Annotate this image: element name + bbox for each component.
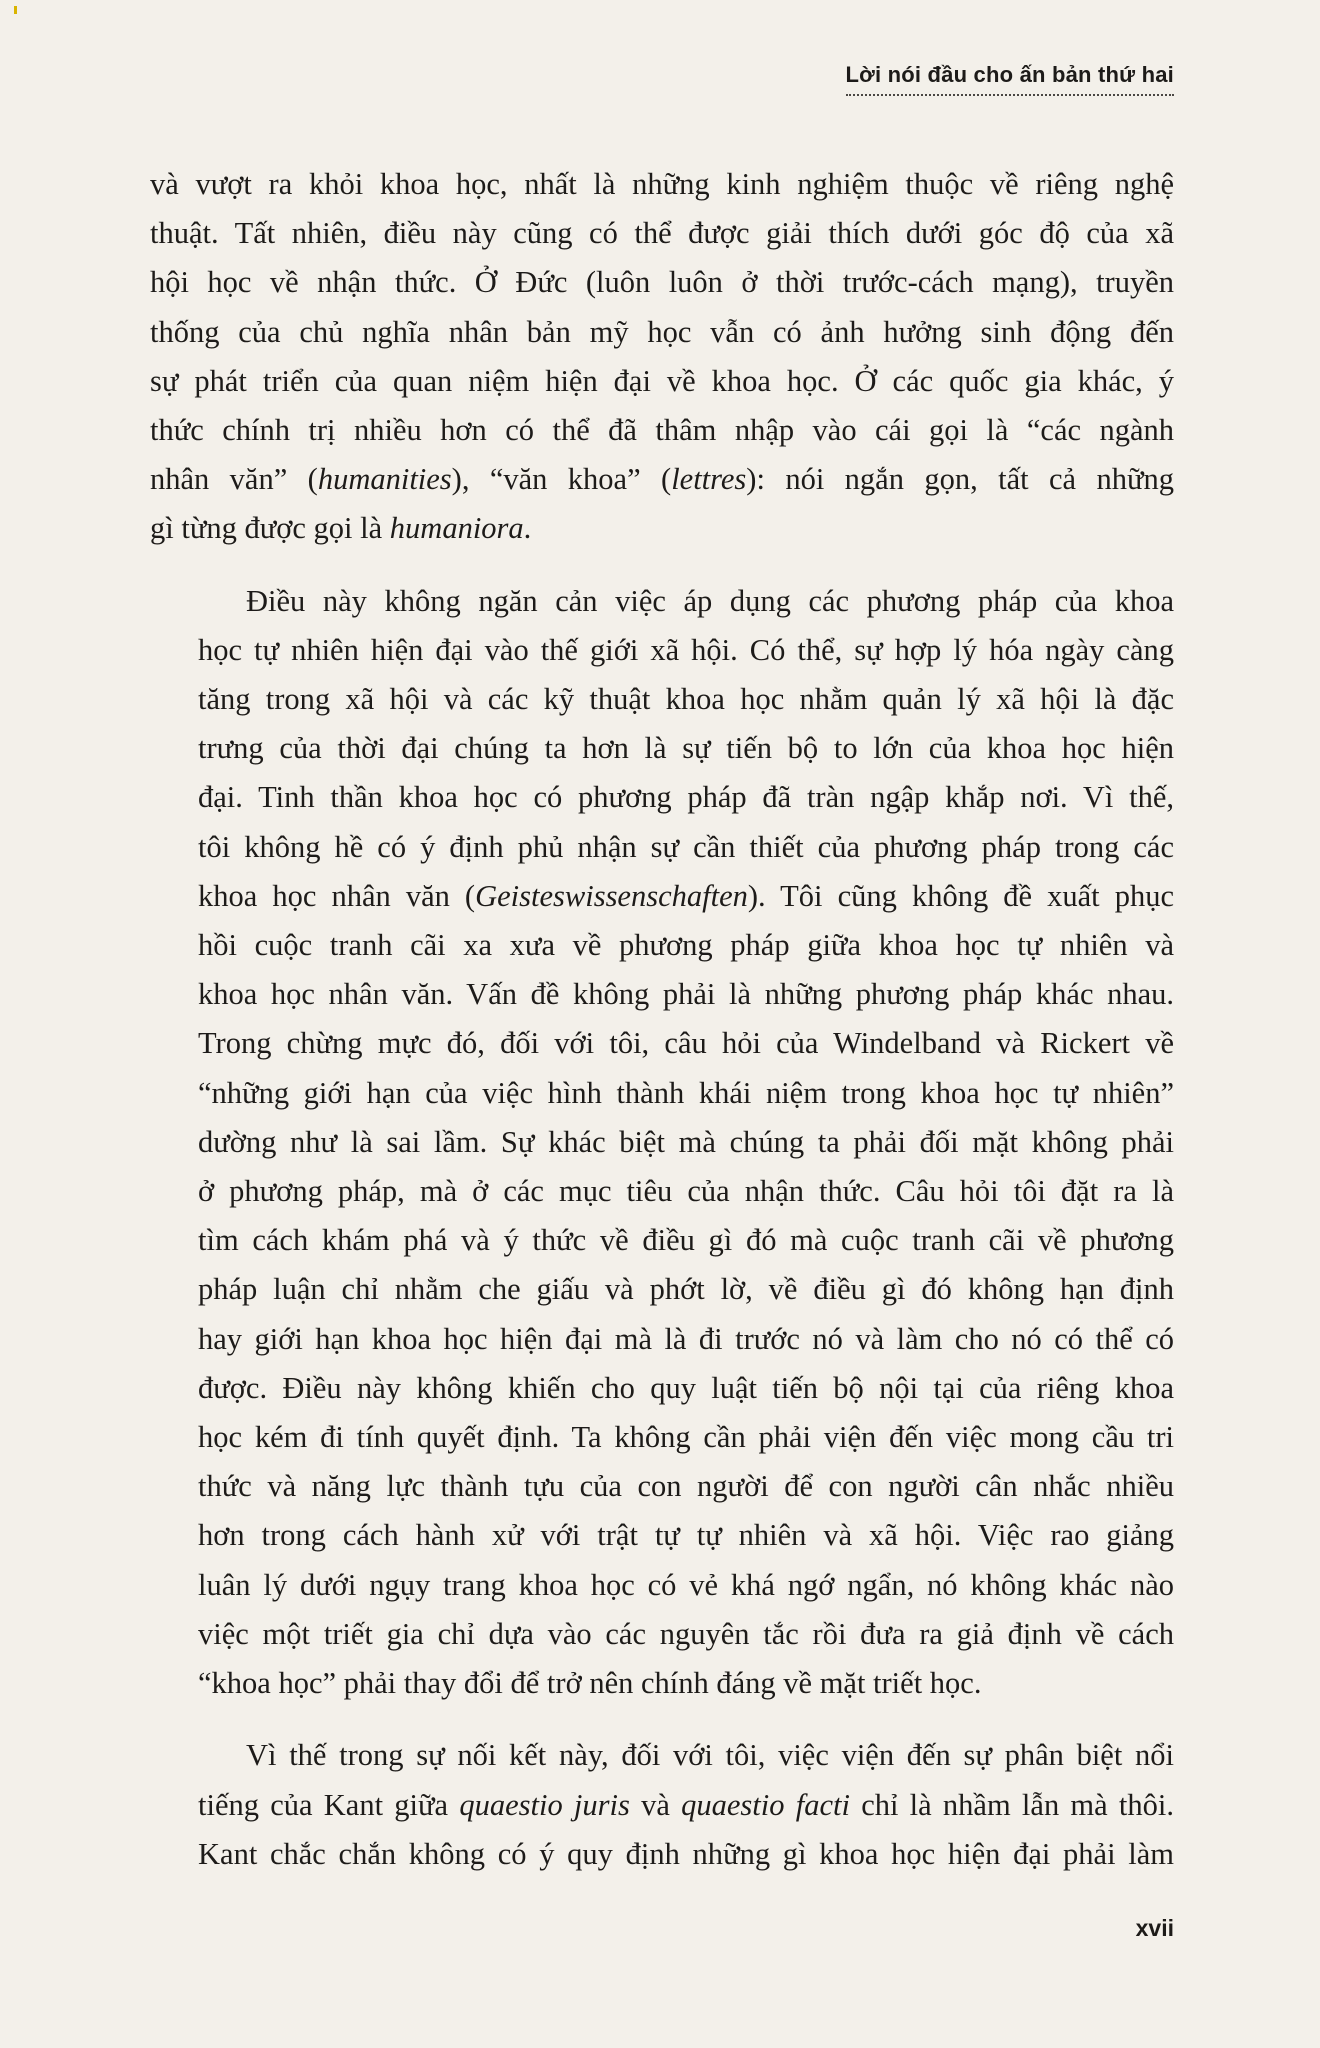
text-line: tiếng của Kant giữa quaestio juris và quaestio facti chỉ là nhầm lẫn mà thôi. bbox=[198, 1787, 1174, 1822]
text-line: khoa học nhân văn. Vấn đề không phải là những phương pháp khác nhau. bbox=[198, 977, 1174, 1012]
text-line: dường như là sai lầm. Sự khác biệt mà chúng ta phải đối mặt không phải bbox=[198, 1124, 1174, 1159]
paragraph-2 bbox=[150, 577, 1174, 1709]
text-line: luân lý dưới ngụy trang khoa học có vẻ khá ngớ ngẩn, nó không khác nào bbox=[198, 1567, 1174, 1602]
running-header: Lời nói đầu cho ấn bản thứ hai bbox=[846, 62, 1174, 96]
text-line: Trong chừng mực đó, đối với tôi, câu hỏi của Windelband và Rickert về bbox=[198, 1026, 1174, 1061]
text-line: tăng trong xã hội và các kỹ thuật khoa học nhằm quản lý xã hội là đặc bbox=[198, 682, 1174, 717]
text-line: học kém đi tính quyết định. Ta không cần phải viện đến việc mong cầu tri bbox=[198, 1420, 1174, 1455]
text-line: gì từng được gọi là humaniora. bbox=[150, 511, 532, 546]
paragraph-1 bbox=[150, 160, 1174, 554]
text-line: trưng của thời đại chúng ta hơn là sự tiến bộ to lớn của khoa học hiện bbox=[198, 731, 1174, 766]
text-line: sự phát triển của quan niệm hiện đại về khoa học. Ở các quốc gia khác, ý bbox=[150, 363, 1174, 398]
text-line: học tự nhiên hiện đại vào thế giới xã hội. Có thể, sự hợp lý hóa ngày càng bbox=[198, 632, 1174, 667]
text-line: được. Điều này không khiến cho quy luật tiến bộ nội tại của riêng khoa bbox=[198, 1370, 1174, 1405]
text-line: nhân văn” (humanities), “văn khoa” (lettres): nói ngắn gọn, tất cả những bbox=[150, 462, 1174, 497]
text-line: hội học về nhận thức. Ở Đức (luôn luôn ở thời trước-cách mạng), truyền bbox=[150, 265, 1174, 300]
body-text bbox=[150, 160, 1174, 1902]
text-line: “những giới hạn của việc hình thành khái niệm trong khoa học tự nhiên” bbox=[198, 1075, 1174, 1110]
text-line: pháp luận chỉ nhằm che giấu và phớt lờ, về điều gì đó không hạn định bbox=[198, 1272, 1174, 1307]
text-line: hơn trong cách hành xử với trật tự tự nhiên và xã hội. Việc rao giảng bbox=[198, 1518, 1174, 1553]
text-line: thức chính trị nhiều hơn có thể đã thâm nhập vào cái gọi là “các ngành bbox=[150, 413, 1174, 448]
text-line: Điều này không ngăn cản việc áp dụng các phương pháp của khoa bbox=[246, 583, 1174, 618]
paragraph-3 bbox=[150, 1731, 1174, 1879]
text-line: khoa học nhân văn (Geisteswissenschaften). Tôi cũng không đề xuất phục bbox=[198, 878, 1174, 913]
text-line: hay giới hạn khoa học hiện đại mà là đi trước nó và làm cho nó có thể có bbox=[198, 1321, 1174, 1356]
text-line: “khoa học” phải thay đổi để trở nên chính đáng về mặt triết học. bbox=[198, 1666, 982, 1701]
page-number: xvii bbox=[1135, 1915, 1174, 1941]
text-line: hồi cuộc tranh cãi xa xưa về phương pháp giữa khoa học tự nhiên và bbox=[198, 928, 1174, 963]
text-line: việc một triết gia chỉ dựa vào các nguyên tắc rồi đưa ra giả định về cách bbox=[198, 1616, 1174, 1651]
margin-mark bbox=[14, 6, 17, 14]
text-line: Kant chắc chắn không có ý quy định những gì khoa học hiện đại phải làm bbox=[198, 1836, 1174, 1871]
text-line: Vì thế trong sự nối kết này, đối với tôi, việc viện đến sự phân biệt nổi bbox=[246, 1738, 1174, 1773]
text-line: thức và năng lực thành tựu của con người để con người cân nhắc nhiều bbox=[198, 1469, 1174, 1504]
text-line: và vượt ra khỏi khoa học, nhất là những kinh nghiệm thuộc về riêng nghệ bbox=[150, 167, 1174, 201]
text-line: đại. Tinh thần khoa học có phương pháp đã tràn ngập khắp nơi. Vì thế, bbox=[198, 780, 1174, 815]
text-line: ở phương pháp, mà ở các mục tiêu của nhận thức. Câu hỏi tôi đặt ra là bbox=[198, 1174, 1174, 1209]
text-line: thuật. Tất nhiên, điều này cũng có thể được giải thích dưới góc độ của xã bbox=[150, 216, 1174, 251]
text-line: tìm cách khám phá và ý thức về điều gì đó mà cuộc tranh cãi về phương bbox=[198, 1223, 1174, 1258]
text-line: tôi không hề có ý định phủ nhận sự cần thiết của phương pháp trong các bbox=[198, 829, 1174, 864]
text-line: thống của chủ nghĩa nhân bản mỹ học vẫn có ảnh hưởng sinh động đến bbox=[150, 314, 1174, 349]
